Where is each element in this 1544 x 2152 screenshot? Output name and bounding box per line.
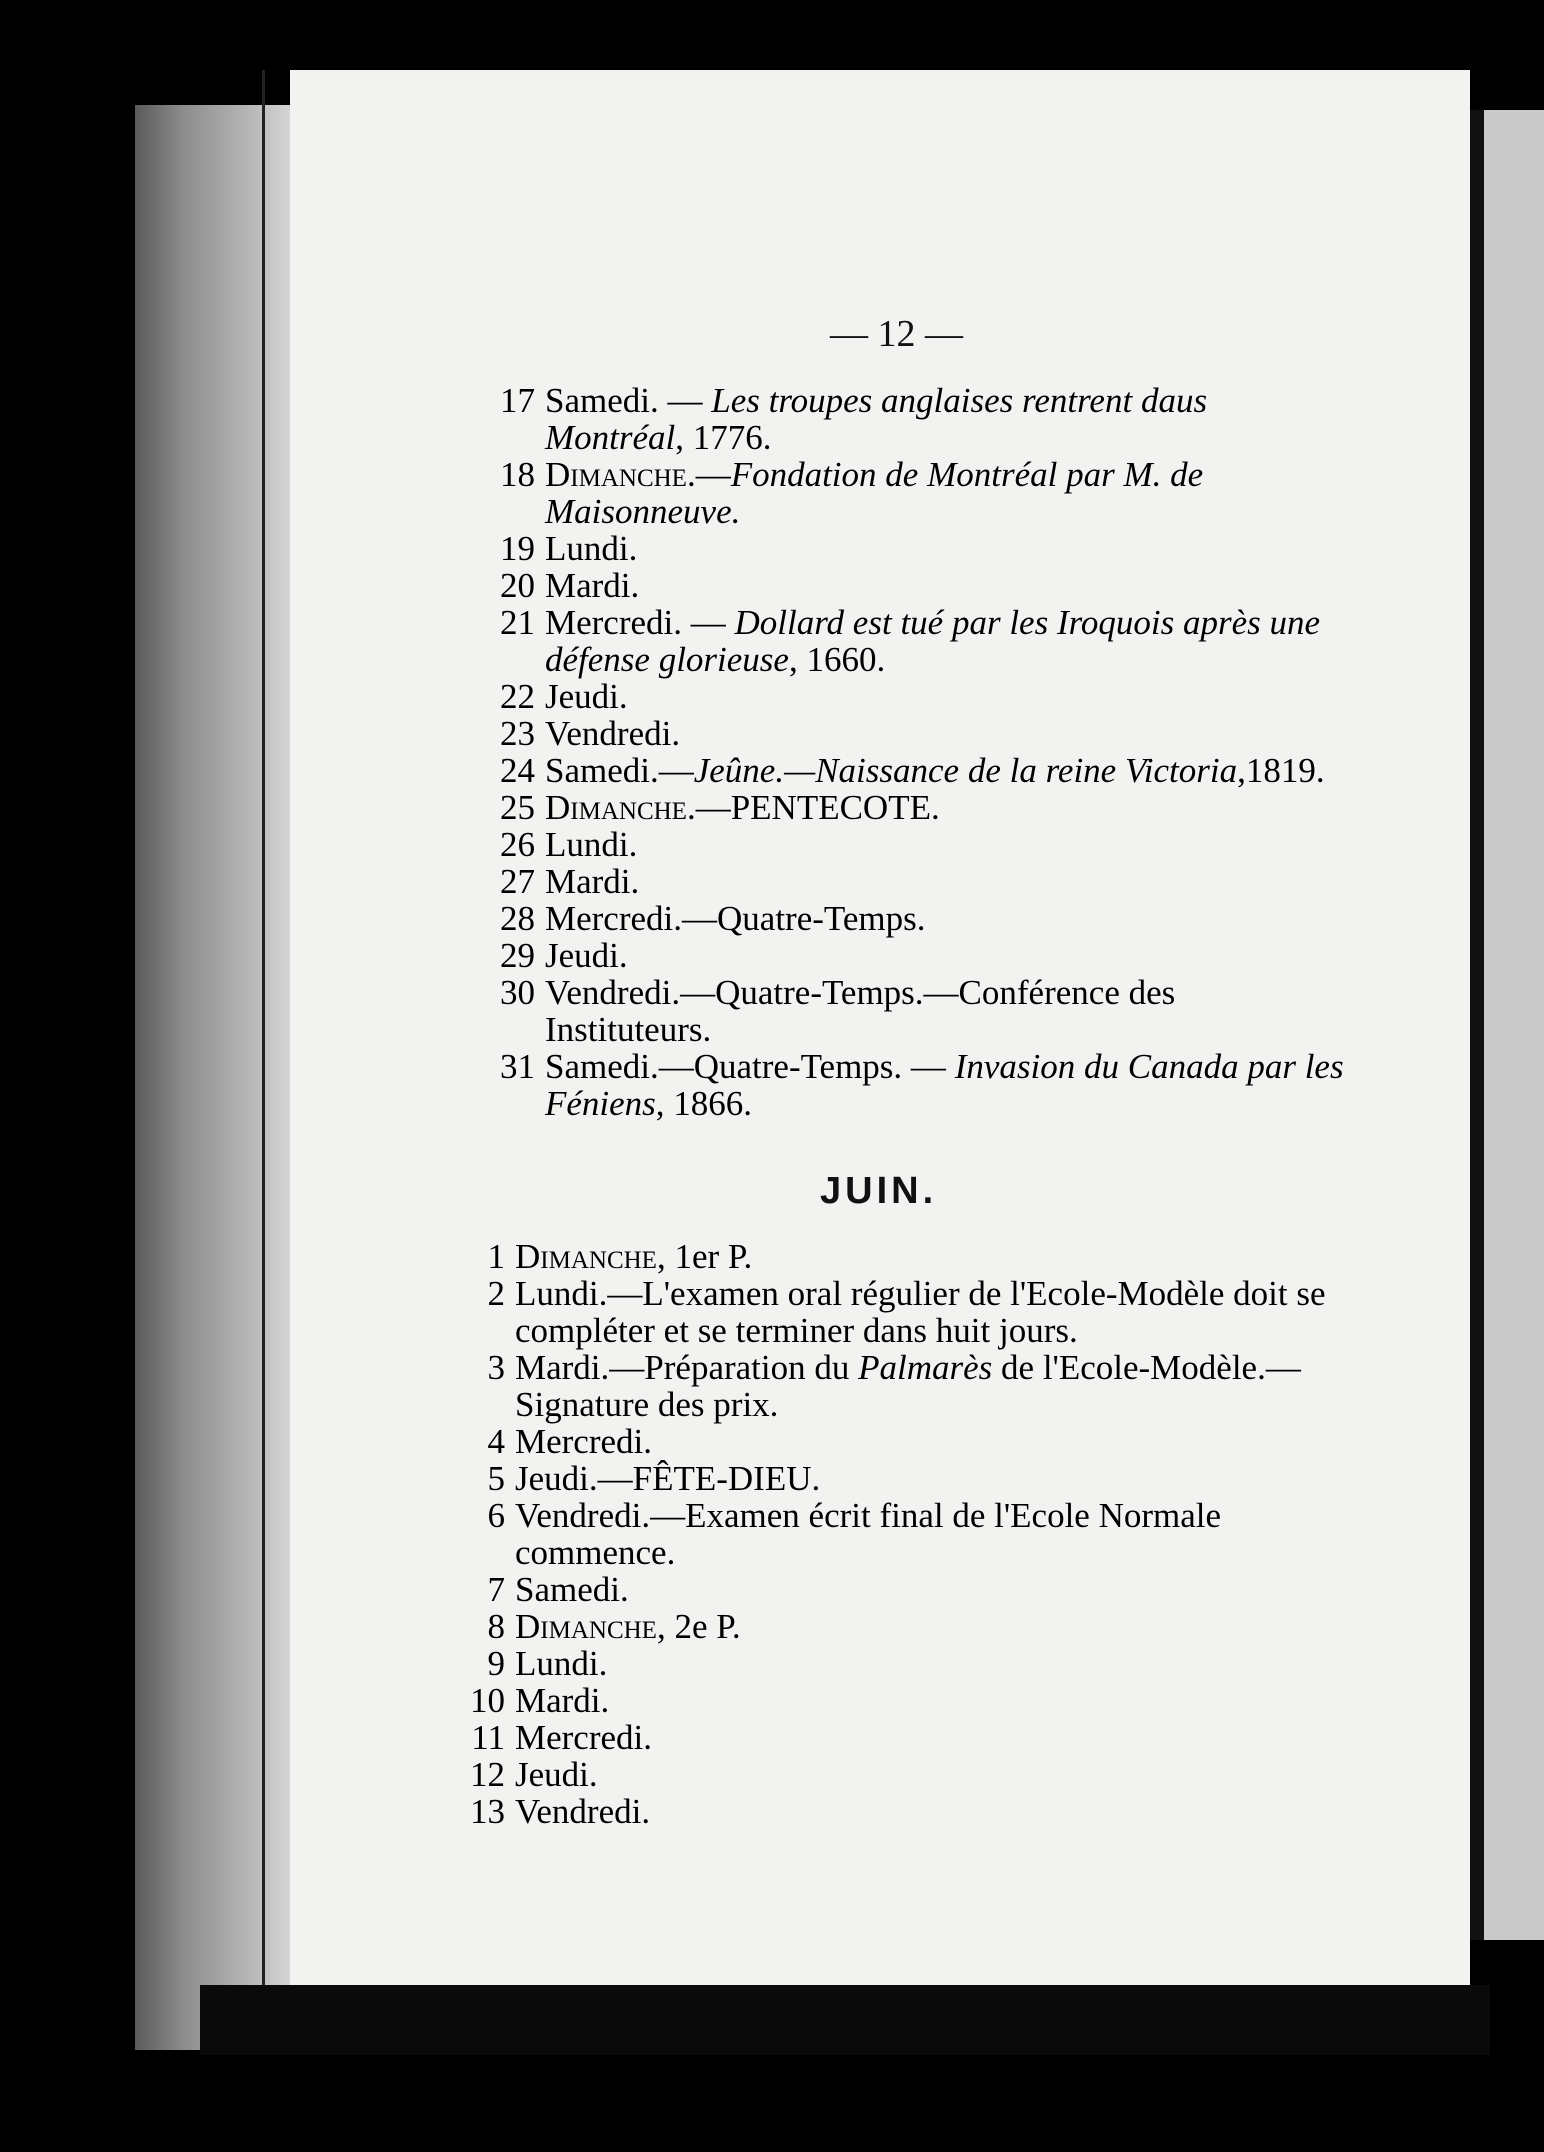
entry-day-number: 27 (500, 862, 535, 901)
calendar-entry (485, 456, 1345, 530)
calendar-entry (455, 1275, 1335, 1349)
entry-day-number: 6 (487, 1496, 505, 1535)
entry-day-number: 9 (487, 1644, 505, 1683)
entry-day-number: 1 (487, 1237, 505, 1276)
calendar-entry (455, 1682, 1335, 1719)
entry-weekday: Samedi. (545, 1047, 659, 1086)
entry-weekday: Mardi. (515, 1681, 610, 1720)
entry-day-number: 23 (500, 714, 535, 753)
calendar-entry (485, 382, 1345, 456)
entry-weekday: Jeudi. (515, 1755, 598, 1794)
entry-text: — (658, 381, 712, 420)
entry-weekday: Mercredi. (545, 899, 683, 938)
calendar-entry (455, 1719, 1335, 1756)
facing-page-strip (1484, 110, 1544, 1940)
entry-weekday: Samedi. (545, 751, 659, 790)
entry-weekday: Samedi. (515, 1570, 629, 1609)
entry-tail: , 1776. (675, 418, 772, 457)
entry-weekday: Vendredi. (515, 1792, 651, 1831)
entry-day-number: 26 (500, 825, 535, 864)
entry-text: —Quatre-Temps. — (658, 1047, 955, 1086)
calendar-entry (455, 1645, 1335, 1682)
entry-day-number: 17 (500, 381, 535, 420)
calendar-entry (485, 678, 1345, 715)
entry-day-number: 31 (500, 1047, 535, 1086)
entry-day-number: 4 (487, 1422, 505, 1461)
entry-day-number: 11 (471, 1718, 505, 1757)
entry-day-number: 13 (470, 1792, 505, 1831)
entry-weekday: Mardi. (515, 1348, 610, 1387)
calendar-entry (485, 974, 1345, 1048)
entry-text: —Préparation du (609, 1348, 859, 1387)
entry-tail: , 1866. (655, 1084, 753, 1123)
entry-day-number: 30 (500, 973, 535, 1012)
entry-weekday: Jeudi. (545, 677, 628, 716)
calendar-entry (485, 826, 1345, 863)
calendar-entry (485, 567, 1345, 604)
calendar-entry (455, 1608, 1335, 1645)
entry-weekday: Lundi. (545, 529, 638, 568)
calendar-entry (485, 937, 1345, 974)
page-number: — 12 — (830, 313, 963, 355)
entry-day-number: 5 (487, 1459, 505, 1498)
entry-day-number: 8 (487, 1607, 505, 1646)
calendar-entry (455, 1793, 1335, 1830)
entry-weekday: Dimanche. (545, 455, 696, 494)
calendar-entry (485, 900, 1345, 937)
calendar-entry (455, 1460, 1335, 1497)
entry-text: — (695, 455, 731, 494)
entry-text: —PENTECOTE. (695, 788, 940, 827)
entry-text: —Quatre-Temps.—Conférence des Instituteurs. (545, 973, 1176, 1049)
entry-weekday: Samedi. (545, 381, 659, 420)
entry-text: —L'examen oral régulier de l'Ecole-Modèle doit se compléter et se terminer dans huit jours. (515, 1274, 1326, 1350)
entry-text: —Quatre-Temps. (682, 899, 926, 938)
entry-day-number: 7 (487, 1570, 505, 1609)
entry-day-number: 29 (500, 936, 535, 975)
entry-weekday: Mercredi. (545, 603, 683, 642)
entry-weekday: Jeudi. (545, 936, 628, 975)
entry-day-number: 10 (470, 1681, 505, 1720)
entry-tail: de l'Ecole-Modèle.—Signature des prix. (515, 1348, 1301, 1424)
calendar-entry (485, 789, 1345, 826)
entry-day-number: 3 (487, 1348, 505, 1387)
entry-day-number: 22 (500, 677, 535, 716)
entry-text: — (682, 603, 735, 642)
calendar-entry (485, 715, 1345, 752)
calendar-entry (455, 1497, 1335, 1571)
calendar-entry (485, 1048, 1345, 1122)
page-right-edge (1470, 110, 1484, 1940)
entry-weekday: Mardi. (545, 862, 640, 901)
entry-note: Palmarès (858, 1348, 993, 1387)
entry-note: Dollard est tué par les Iroquois après une défense glorieuse (545, 603, 1321, 679)
entry-day-number: 20 (500, 566, 535, 605)
entry-note: Jeûne.—Naissance de la reine Victoria (693, 751, 1238, 790)
entry-tail: ,1819. (1237, 751, 1325, 790)
entry-note: Fondation de Montréal par M. de Maisonneuve. (545, 455, 1204, 531)
calendar-entry (485, 530, 1345, 567)
entry-weekday: Vendredi. (515, 1496, 651, 1535)
entry-weekday: Mardi. (545, 566, 640, 605)
entry-text: —Examen écrit final de l'Ecole Normale commence. (515, 1496, 1222, 1572)
entry-tail: , 1660. (788, 640, 886, 679)
calendar-entry (455, 1238, 1335, 1275)
entry-day-number: 21 (500, 603, 535, 642)
entry-weekday: Mercredi. (515, 1718, 653, 1757)
entry-day-number: 12 (470, 1755, 505, 1794)
entry-day-number: 2 (487, 1274, 505, 1313)
calendar-entry (485, 863, 1345, 900)
entry-weekday: Jeudi. (515, 1459, 598, 1498)
section-heading-juin: JUIN. (820, 1170, 938, 1212)
entry-text: — (658, 751, 694, 790)
entry-weekday: Lundi. (545, 825, 638, 864)
entry-weekday: Lundi. (515, 1644, 608, 1683)
may-calendar-list (485, 382, 1345, 1122)
calendar-entry (485, 604, 1345, 678)
entry-day-number: 19 (500, 529, 535, 568)
entry-text: —FÊTE-DIEU. (597, 1459, 821, 1498)
entry-weekday: Mercredi. (515, 1422, 653, 1461)
calendar-entry (455, 1756, 1335, 1793)
entry-day-number: 24 (500, 751, 535, 790)
entry-day-number: 18 (500, 455, 535, 494)
entry-note: Les troupes anglaises rentrent daus Montréal (545, 381, 1208, 457)
entry-note: Invasion du Canada par les Féniens (545, 1047, 1344, 1123)
entry-day-number: 28 (500, 899, 535, 938)
calendar-entry (455, 1423, 1335, 1460)
juin-calendar-list (455, 1238, 1335, 1830)
entry-weekday: Vendredi. (545, 973, 681, 1012)
calendar-entry (455, 1349, 1335, 1423)
entry-weekday: Dimanche (515, 1607, 657, 1646)
entry-weekday: Lundi. (515, 1274, 608, 1313)
calendar-entry (485, 752, 1345, 789)
entry-weekday: Dimanche (515, 1237, 657, 1276)
entry-text: , 1er P. (656, 1237, 753, 1276)
bottom-shadow (200, 1985, 1490, 2055)
entry-text: , 2e P. (656, 1607, 741, 1646)
entry-weekday: Vendredi. (545, 714, 681, 753)
entry-day-number: 25 (500, 788, 535, 827)
entry-weekday: Dimanche. (545, 788, 696, 827)
calendar-entry (455, 1571, 1335, 1608)
